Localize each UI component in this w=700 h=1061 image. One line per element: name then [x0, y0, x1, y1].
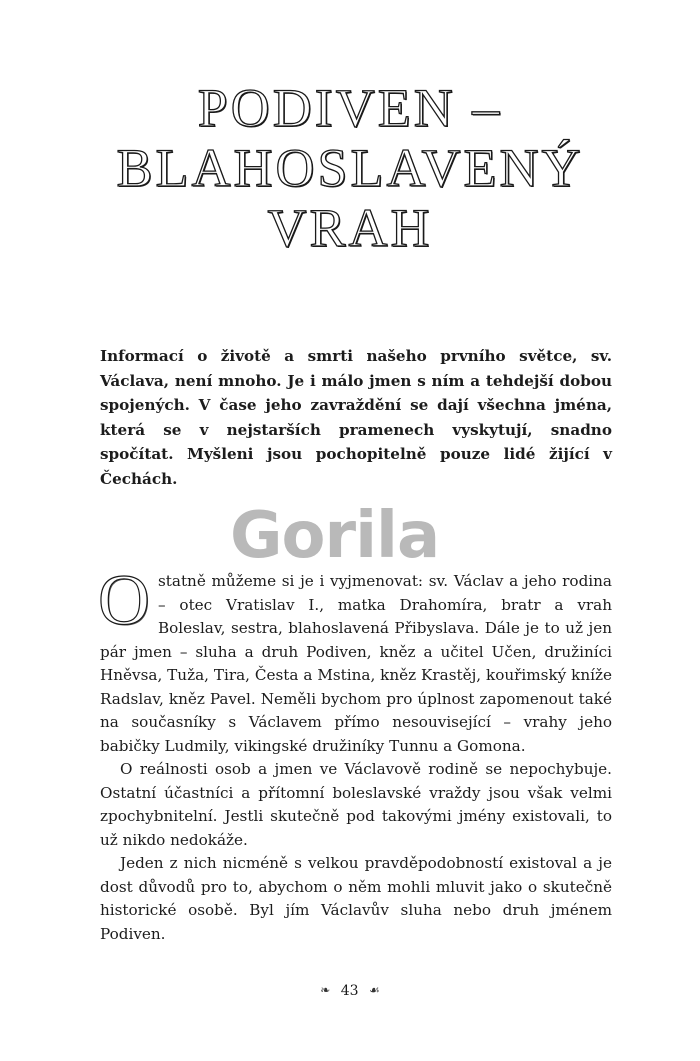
page-footer — [0, 980, 700, 1001]
drop-cap: O — [98, 560, 150, 640]
body-text — [98, 560, 612, 946]
page-number: 43 — [340, 983, 359, 999]
fleuron-right-icon: ☙ — [369, 983, 380, 997]
intro-paragraph: Informací o životě a smrti našeho prvního světce, sv. Václava, není mnoho. Je i málo jmen s ním a tehdejší dobou spojených. V čase jeho zavraždění se dají všechna jména, která se v nejstarších pramenech vyskytují, snadno spočítat. Myšleni jsou pochopitelně pouze lidé žijící v Čechách. — [100, 347, 612, 488]
paragraph-1 — [98, 560, 612, 758]
paragraph-3: Jeden z nich nicméně s velkou pravděpodobností existoval a je dost důvodů pro to, abychom o něm mohli mluvit jako o skutečně historické osobě. Byl jím Václavův sluha nebo druh jménem Podiven. — [100, 854, 612, 943]
paragraph-2: O reálnosti osob a jmen ve Václavově rodině se nepochybuje. Ostatní účastníci a přítomní boleslavské vraždy jsou však velmi zpochybnitelní. Jestli skutečně pod takovými jmény existovali, to už nikdo nedokáže. — [100, 760, 612, 849]
chapter-title-line-2: BLAHOSLAVENÝ — [116, 138, 584, 198]
chapter-title-line-3: VRAH — [267, 198, 433, 258]
chapter-title-line-1: PODIVEN – — [197, 78, 503, 138]
chapter-title — [0, 78, 700, 258]
paragraph-1-text: statně můžeme si je i vyjmenovat: sv. Václav a jeho rodina – otec Vratislav I., matka Drahomíra, bratr a vrah Boleslav, sestra, blahoslavená Přibyslava. Dále je to už jen pár jmen – sluha a druh Podiven, kněz a učitel Učen, družiníci Hněvsa, Tuža, Tira, Česta a Mstina, kněz Krastěj, kouřimský kníže Radslav, kněz Pavel. Neměli bychom pro úplnost zapomenout také na současníky s Václavem přímo nesouvisející – vrahy jeho babičky Ludmily, vikingské družiníky Tunnu a Gomona. — [100, 572, 612, 755]
watermark-logo: Gorila — [230, 499, 440, 573]
fleuron-left-icon: ❧ — [320, 983, 331, 997]
